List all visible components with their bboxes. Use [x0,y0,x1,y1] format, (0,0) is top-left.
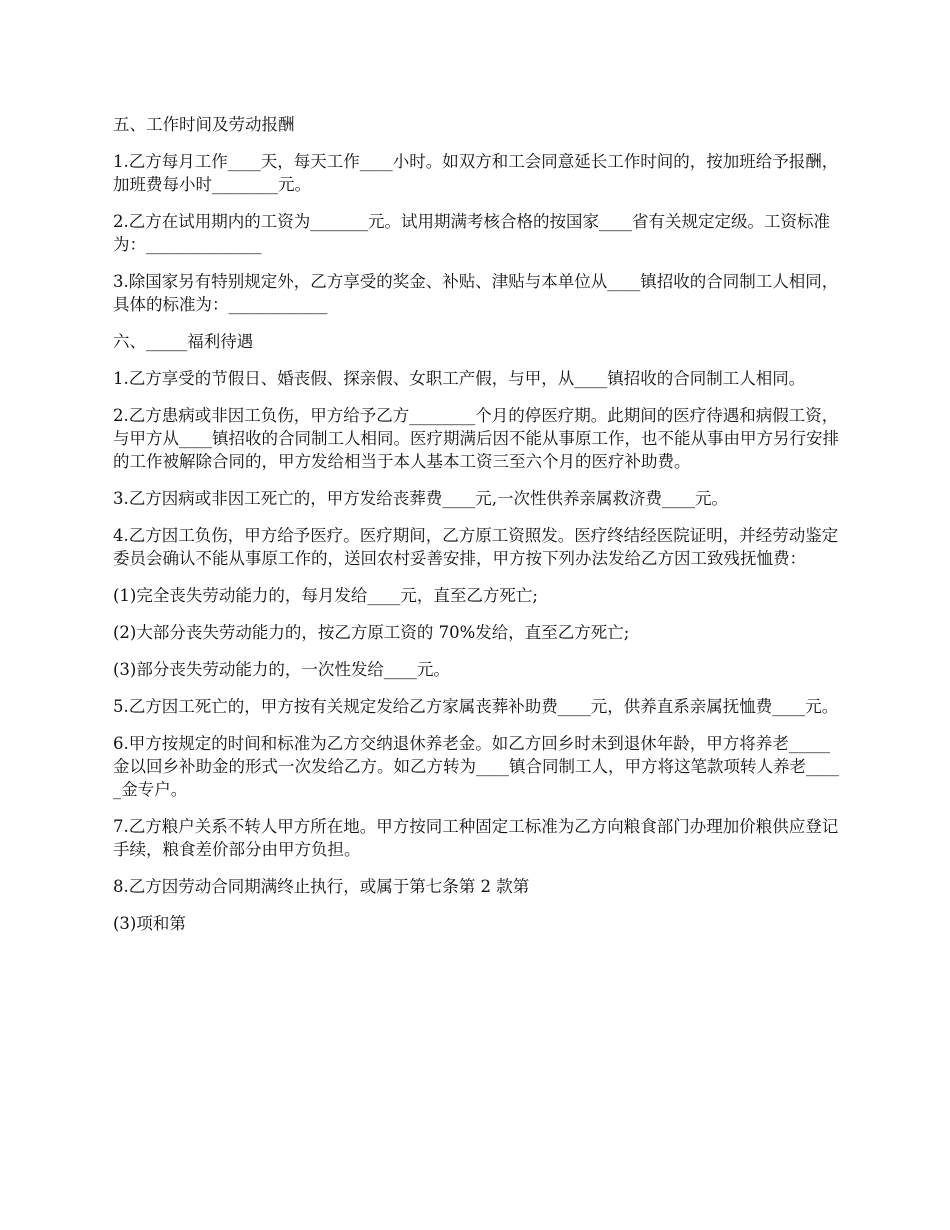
section-heading-welfare: 六、_____福利待遇 [113,332,254,351]
clause-grain-supply: 7.乙方粮户关系不转人甲方所在地。甲方按同工种固定工标准为乙方向粮食部门办理加价粮供应登记手续，粮食差价部分由甲方负担。 [113,817,839,859]
clause-pension: 6.甲方按规定的时间和标准为乙方交纳退休养老金。如乙方回乡时未到退休年龄，甲方将养老_____金以回乡补助金的形式一次发给乙方。如乙方转为____镇合同制工人，甲方将这笔款项转人养老_____金专户。 [113,734,839,799]
document-body [113,113,843,949]
clause-probation-wage: 2.乙方在试用期内的工资为_______元。试用期满考核合格的按国家____省有关规定定级。工资标准为：______________ [113,212,830,254]
clause-injury-item-2: (2)大部分丧失劳动能力的，按乙方原工资的 70%发给，直至乙方死亡; [113,623,630,642]
clause-injury-item-1: (1)完全丧失劳动能力的，每月发给____元，直至乙方死亡; [113,586,538,605]
clause-bonus-subsidy: 3.除国家另有特别规定外，乙方享受的奖金、补贴、津贴与本单位从____镇招收的合同制工人相同，具体的标准为：____________ [113,272,839,314]
clause-contract-end: 8.乙方因劳动合同期满终止执行，或属于第七条第 2 款第 [113,877,530,896]
clause-holidays: 1.乙方享受的节假日、婚丧假、探亲假、女职工产假，与甲，从____镇招收的合同制工人相同。 [113,369,806,388]
clause-monthly-work: 1.乙方每月工作____天，每天工作____小时。如双方和工会同意延长工作时间的，按加班给予报酬，加班费每小时________元。 [113,152,839,194]
clause-death-benefit: 3.乙方因病或非因工死亡的，甲方发给丧葬费____元,一次性供养亲属救济费____元。 [113,489,728,508]
section-heading-work-hours: 五、工作时间及劳动报酬 [113,115,295,134]
clause-item-fragment: (3)项和第 [113,914,186,933]
clause-injury-item-3: (3)部分丧失劳动能力的，一次性发给____元。 [113,660,450,679]
clause-sick-leave: 2.乙方患病或非因工负伤，甲方给予乙方________个月的停医疗期。此期间的医疗待遇和病假工资，与甲方从____镇招收的合同制工人相同。医疗期满后因不能从事原工作，也不能从事由甲方另行安排的工作被解除合同的，甲方发给相当于本人基本工资三至六个月的医疗补助费。 [113,406,839,471]
clause-work-injury: 4.乙方因工负伤，甲方给予医疗。医疗期间，乙方原工资照发。医疗终结经医院证明，并经劳动鉴定委员会确认不能从事原工作的，送回农村妥善安排，甲方按下列办法发给乙方因工致残抚恤费： [113,526,839,568]
clause-work-death: 5.乙方因工死亡的，甲方按有关规定发给乙方家属丧葬补助费____元，供养直系亲属抚恤费____元。 [113,697,839,716]
